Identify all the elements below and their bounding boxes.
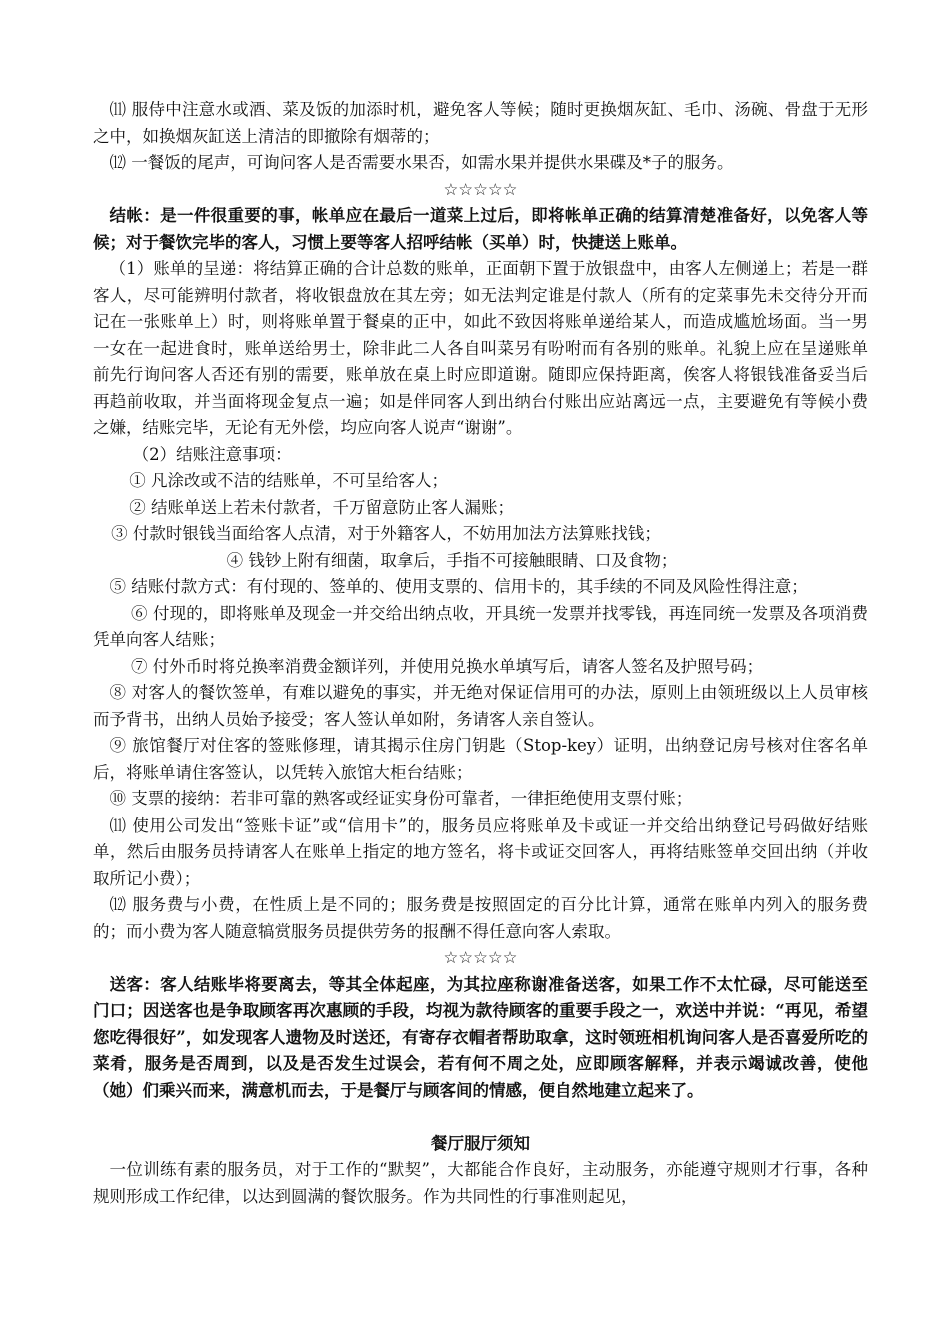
paragraph-intro: 一位训练有素的服务员，对于工作的“默契”，大都能合作良好，主动服务，亦能遵守规则才行事，各种规则形成工作纪律，以达到圆满的餐饮服务。作为共同性的行事准则起见， [93, 1160, 868, 1206]
paragraph-checkout-intro: 结帐：是一件很重要的事，帐单应在最后一道菜上过后，即将帐单正确的结算清楚准备好，以免客人等候；对于餐饮完毕的客人，习惯上要等客人招呼结帐（买单）时，快捷送上账单。 [93, 206, 868, 252]
list-item-note-11: ⑾ 使用公司发出“签账卡证”或“信用卡”的，服务员应将账单及卡或证一并交给出纳登记号码做好结账单，然后由服务员持请客人在账单上指定的地方签名，将卡或证交回客人，再将结账签单交回出纳（并收取所记小费）； [93, 815, 868, 888]
list-item-note-9: ⑨ 旅馆餐厅对住客的签账修理，请其揭示住房门钥匙（Stop-key）证明，出纳登记房号核对住客名单后，将账单请住客签认，以凭转入旅馆大柜台结账； [93, 736, 868, 782]
paragraph-farewell: 送客：客人结账毕将要离去，等其全体起座，为其拉座称谢准备送客，如果工作不太忙碌，尽可能送至门口；因送客也是争取顾客再次惠顾的手段，均视为款待顾客的重要手段之一，欢送中并说：“再见，希望您吃得很好”，如发现客人遗物及时送还，有寄存衣帽者帮助取拿，这时领班相机询问客人是否喜爱所吃的菜肴，服务是否周到，以及是否发生过误会，若有何不周之处，应即顾客解释，并表示竭诚改善，使他（她）们乘兴而来，满意机而去，于是餐厅与顾客间的情感，便自然地建立起来了。 [93, 974, 868, 1100]
list-item-note-6: ⑥ 付现的，即将账单及现金一并交给出纳点收，开具统一发票并找零钱，再连同统一发票及各项消费凭单向客人结账； [93, 603, 868, 649]
section-divider-stars-2: ☆☆☆☆☆ [443, 948, 518, 967]
paragraph-meal-end-fruit: ⑿ 一餐饭的尾声，可询问客人是否需要水果否，如需水果并提供水果碟及*子的服务。 [109, 153, 734, 172]
document-page [93, 97, 868, 1210]
paragraph-bill-presentation: （1）账单的呈递：将结算正确的合计总数的账单，正面朝下置于放银盘中，由客人左侧递上；若是一群客人，尽可能辨明付款者，将收银盘放在其左旁；如无法判定谁是付款人（所有的定菜事先未交待分开而记在一张账单上）时，则将账单置于餐桌的正中，如此不致因将账单递给某人，而造成尴尬场面。当一男一女在一起进食时，账单送给男士，除非此二人各自叫菜另有吩咐而有各别的账单。礼貌上应在呈递账单前先行询问客人否还有别的需要，账单放在桌上时应即道谢。随即应保持距离，俟客人将银钱准备妥当后再趋前收取，并当面将现金复点一遍；如是伴同客人到出纳台付账出应站离远一点，主要避免有等候小费之嫌，结账完毕，无论有无外偿，均应向客人说声“谢谢”。 [93, 259, 868, 437]
list-item-note-8: ⑧ 对客人的餐饮签单，有难以避免的事实，并无绝对保证信用可的办法，原则上由领班级以上人员审核而予背书，出纳人员始予接受；客人签认单如附，务请客人亲自签认。 [93, 683, 868, 729]
list-item-note-7: ⑦ 付外币时将兑换率消费金额详列，并使用兑换水单填写后，请客人签名及护照号码； [130, 656, 764, 676]
blank-line [93, 1104, 868, 1131]
list-item-note-12: ⑿ 服务费与小费，在性质上是不同的；服务费是按照固定的百分比计算，通常在账单内列入的服务费的；而小费为客人随意犒赏服务员提供劳务的报酬不得任意向客人索取。 [93, 895, 868, 941]
paragraph-service-refill: ⑾ 服侍中注意水或酒、菜及饭的加添时机，避免客人等候；随时更换烟灰缸、毛巾、汤碗、骨盘于无形之中，如换烟灰缸送上清洁的即撤除有烟蒂的； [93, 100, 868, 146]
list-item-note-4: ④ 钱钞上附有细菌，取拿后，手指不可接触眼睛、口及食物； [226, 550, 678, 570]
paragraph-checkout-notes-title: （2）结账注意事项： [132, 444, 292, 464]
section-heading: 餐厅服厅须知 [431, 1133, 530, 1153]
section-divider-stars: ☆☆☆☆☆ [443, 179, 518, 199]
list-item-note-3: ③ 付款时银钱当面给客人点清，对于外籍客人，不妨用加法方法算账找钱； [111, 524, 661, 543]
list-item-note-2: ② 结账单送上若未付款者，千万留意防止客人漏账； [129, 497, 515, 517]
list-item-note-10: ⑩ 支票的接纳：若非可靠的熟客或经证实身份可靠者，一律拒绝使用支票付账； [109, 789, 693, 808]
list-item-note-5: ⑤ 结账付款方式：有付现的、签单的、使用支票的、信用卡的，其手续的不同及风险性得注意； [109, 577, 808, 596]
list-item-note-1: ① 凡涂改或不洁的结账单，不可呈给客人； [129, 471, 449, 490]
